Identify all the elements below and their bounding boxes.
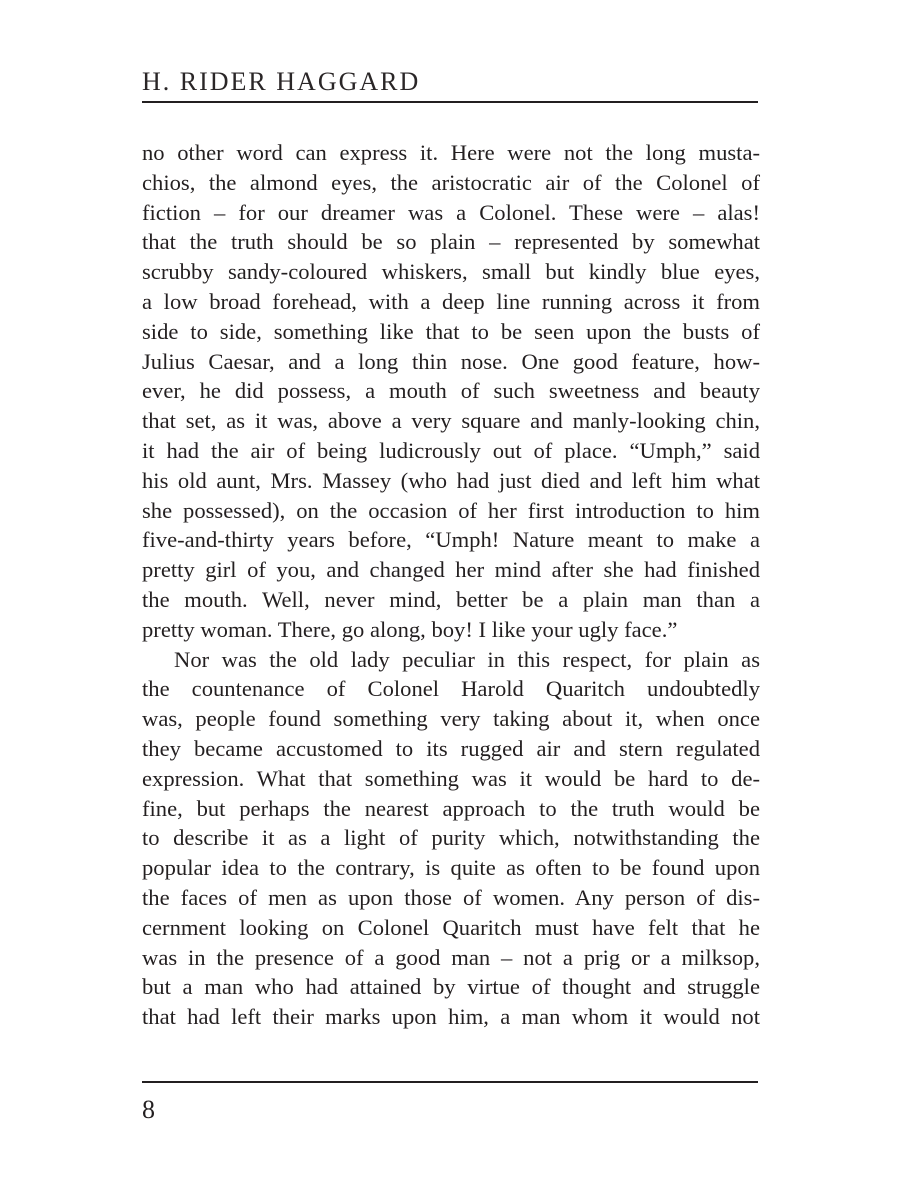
text-line: was in the presence of a good man – not a prig or a milksop, bbox=[142, 944, 760, 970]
paragraph-start-line: Nor was the old lady peculiar in this respect, for plain as bbox=[174, 646, 760, 672]
text-line: scrubby sandy-coloured whiskers, small but kindly blue eyes, bbox=[142, 259, 760, 285]
text-line: no other word can express it. Here were not the long musta- bbox=[142, 140, 760, 165]
text-line: they became accustomed to its rugged air and stern regulated bbox=[142, 735, 760, 761]
text-line: fiction – for our dreamer was a Colonel. These were – alas! bbox=[142, 199, 760, 225]
text-line: popular idea to the contrary, is quite as often to be found upon bbox=[142, 855, 760, 881]
paragraph-end-line: pretty woman. There, go along, boy! I like your ugly face.” bbox=[142, 616, 678, 642]
page-number: 8 bbox=[142, 1095, 155, 1124]
text-line: ever, he did possess, a mouth of such sweetness and beauty bbox=[142, 378, 760, 404]
text-line: a low broad forehead, with a deep line running across it from bbox=[142, 288, 760, 314]
text-line: was, people found something very taking about it, when once bbox=[142, 706, 760, 732]
text-line: Julius Caesar, and a long thin nose. One good feature, how- bbox=[142, 348, 760, 374]
footer-rule bbox=[142, 1081, 758, 1083]
text-line: five-and-thirty years before, “Umph! Nature meant to make a bbox=[142, 527, 760, 553]
text-line: that had left their marks upon him, a man whom it would not bbox=[142, 1004, 760, 1030]
text-line: the countenance of Colonel Harold Quaritch undoubtedly bbox=[142, 676, 760, 702]
text-line: to describe it as a light of purity which, notwithstanding the bbox=[142, 825, 760, 851]
text-line: fine, but perhaps the nearest approach to the truth would be bbox=[142, 795, 760, 821]
text-line: side to side, something like that to be seen upon the busts of bbox=[142, 318, 760, 344]
running-head: H. RIDER HAGGARD bbox=[142, 67, 421, 96]
text-line: that set, as it was, above a very square and manly-looking chin, bbox=[142, 408, 760, 434]
text-line: the mouth. Well, never mind, better be a plain man than a bbox=[142, 586, 760, 612]
text-line: that the truth should be so plain – represented by somewhat bbox=[142, 229, 760, 255]
header-rule bbox=[142, 101, 758, 103]
text-line: chios, the almond eyes, the aristocratic air of the Colonel of bbox=[142, 169, 760, 195]
text-line: expression. What that something was it would be hard to de- bbox=[142, 765, 760, 791]
text-line: pretty girl of you, and changed her mind after she had finished bbox=[142, 557, 760, 583]
text-line: his old aunt, Mrs. Massey (who had just died and left him what bbox=[142, 467, 760, 493]
text-line: it had the air of being ludicrously out of place. “Umph,” said bbox=[142, 437, 760, 463]
text-line: cernment looking on Colonel Quaritch must have felt that he bbox=[142, 914, 760, 940]
text-line: the faces of men as upon those of women. Any person of dis- bbox=[142, 884, 760, 910]
text-line: but a man who had attained by virtue of thought and struggle bbox=[142, 974, 760, 1000]
body-text bbox=[142, 138, 760, 1032]
text-line: she possessed), on the occasion of her first introduction to him bbox=[142, 497, 760, 523]
